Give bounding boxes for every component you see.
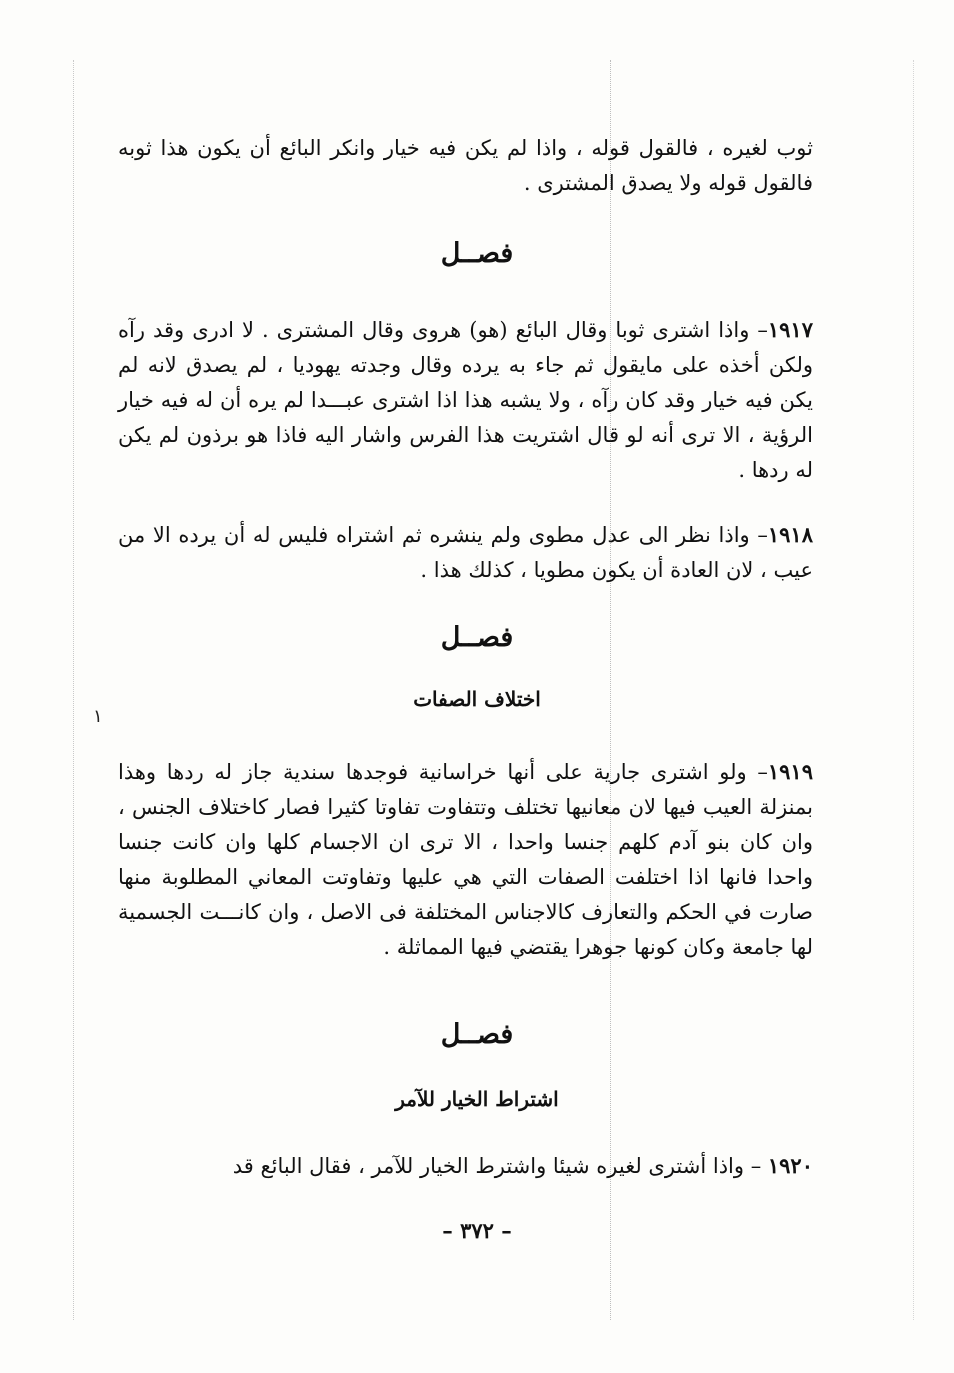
subheading-text: اختلاف الصفات (413, 687, 541, 711)
paragraph-text: – ولو اشترى جارية على أنها خراسانية فوجدها سندية جاز له ردها وهذا بمنزلة العيب فيها لان معانيها تختلف وتتفاوت تفاوتا كثيرا فصار كاختلاف الجنس ، وان كان بنو آدم كلهم جنسا واحدا ، الا ترى ان الاجسام كلها وان كانت جنسا واحدا فانها اذا اختلفت الصفات التي هي عليها وتفاوتت المعاني المطلوبة منها صارت في الحكم والتعارف كالاجناس المختلفة فى الاصل ، وان كانـــت الجسمية لها جامعة وكان كونها جوهرا يقتضي فيها المماثلة . (118, 760, 813, 959)
section-heading-fasl (0, 622, 954, 653)
section-heading-text: فصــل (440, 238, 514, 269)
paragraph-number: ١٩١٩ (767, 759, 813, 784)
section-subheading (0, 1087, 954, 1111)
paragraph-1920 (118, 1148, 813, 1184)
section-subheading (0, 687, 954, 711)
paragraph-1917 (118, 312, 813, 488)
paragraph-continuation (118, 131, 813, 201)
paragraph-text: – واذا نظر الى عدل مطوى ولم ينشره ثم اشتراه فليس له أن يرده الا من عيب ، لان العادة أن يكون مطويا ، كذلك هذا . (118, 523, 813, 582)
paragraph-1918 (118, 517, 813, 588)
paragraph-number: ١٩١٨ (767, 522, 813, 547)
section-heading-fasl (0, 1019, 954, 1050)
margin-mark: ١ (93, 706, 103, 727)
page-number: – ٣٧٢ – (442, 1218, 512, 1243)
paragraph-number: ١٩٢٠ (767, 1153, 813, 1178)
paragraph-text: ثوب لغيره ، فالقول قوله ، واذا لم يكن فيه خيار وانكر البائع أن يكون هذا ثوبه فالقول قوله ولا يصدق المشترى . (118, 136, 813, 195)
paragraph-number: ١٩١٧ (767, 317, 813, 342)
section-heading-fasl (0, 238, 954, 269)
section-heading-text: فصــل (440, 622, 514, 653)
subheading-text: اشتراط الخيار للآمر (395, 1087, 559, 1111)
paragraph-text: – واذا اشترى ثوبا وقال البائع (هو) هروى وقال المشترى . لا ادرى وقد رآه ولكن أخذه على مايقول ثم جاء به يرده وقال وجدته يهوديا ، لم يصدق لانه لم يكن فيه خيار وقد كان رآه ، ولا يشبه هذا اذا اشترى عبـــدا لم يره أن له فيه خيار الرؤية ، الا ترى أنه لو قال اشتريت هذا الفرس واشار اليه فاذا هو برذون لم يكن له ردها . (118, 318, 813, 482)
paragraph-1919 (118, 754, 813, 965)
paragraph-text: – واذا أشترى لغيره شيئا واشترط الخيار للآمر ، فقال البائع قد (232, 1154, 768, 1178)
section-heading-text: فصــل (440, 1019, 514, 1050)
